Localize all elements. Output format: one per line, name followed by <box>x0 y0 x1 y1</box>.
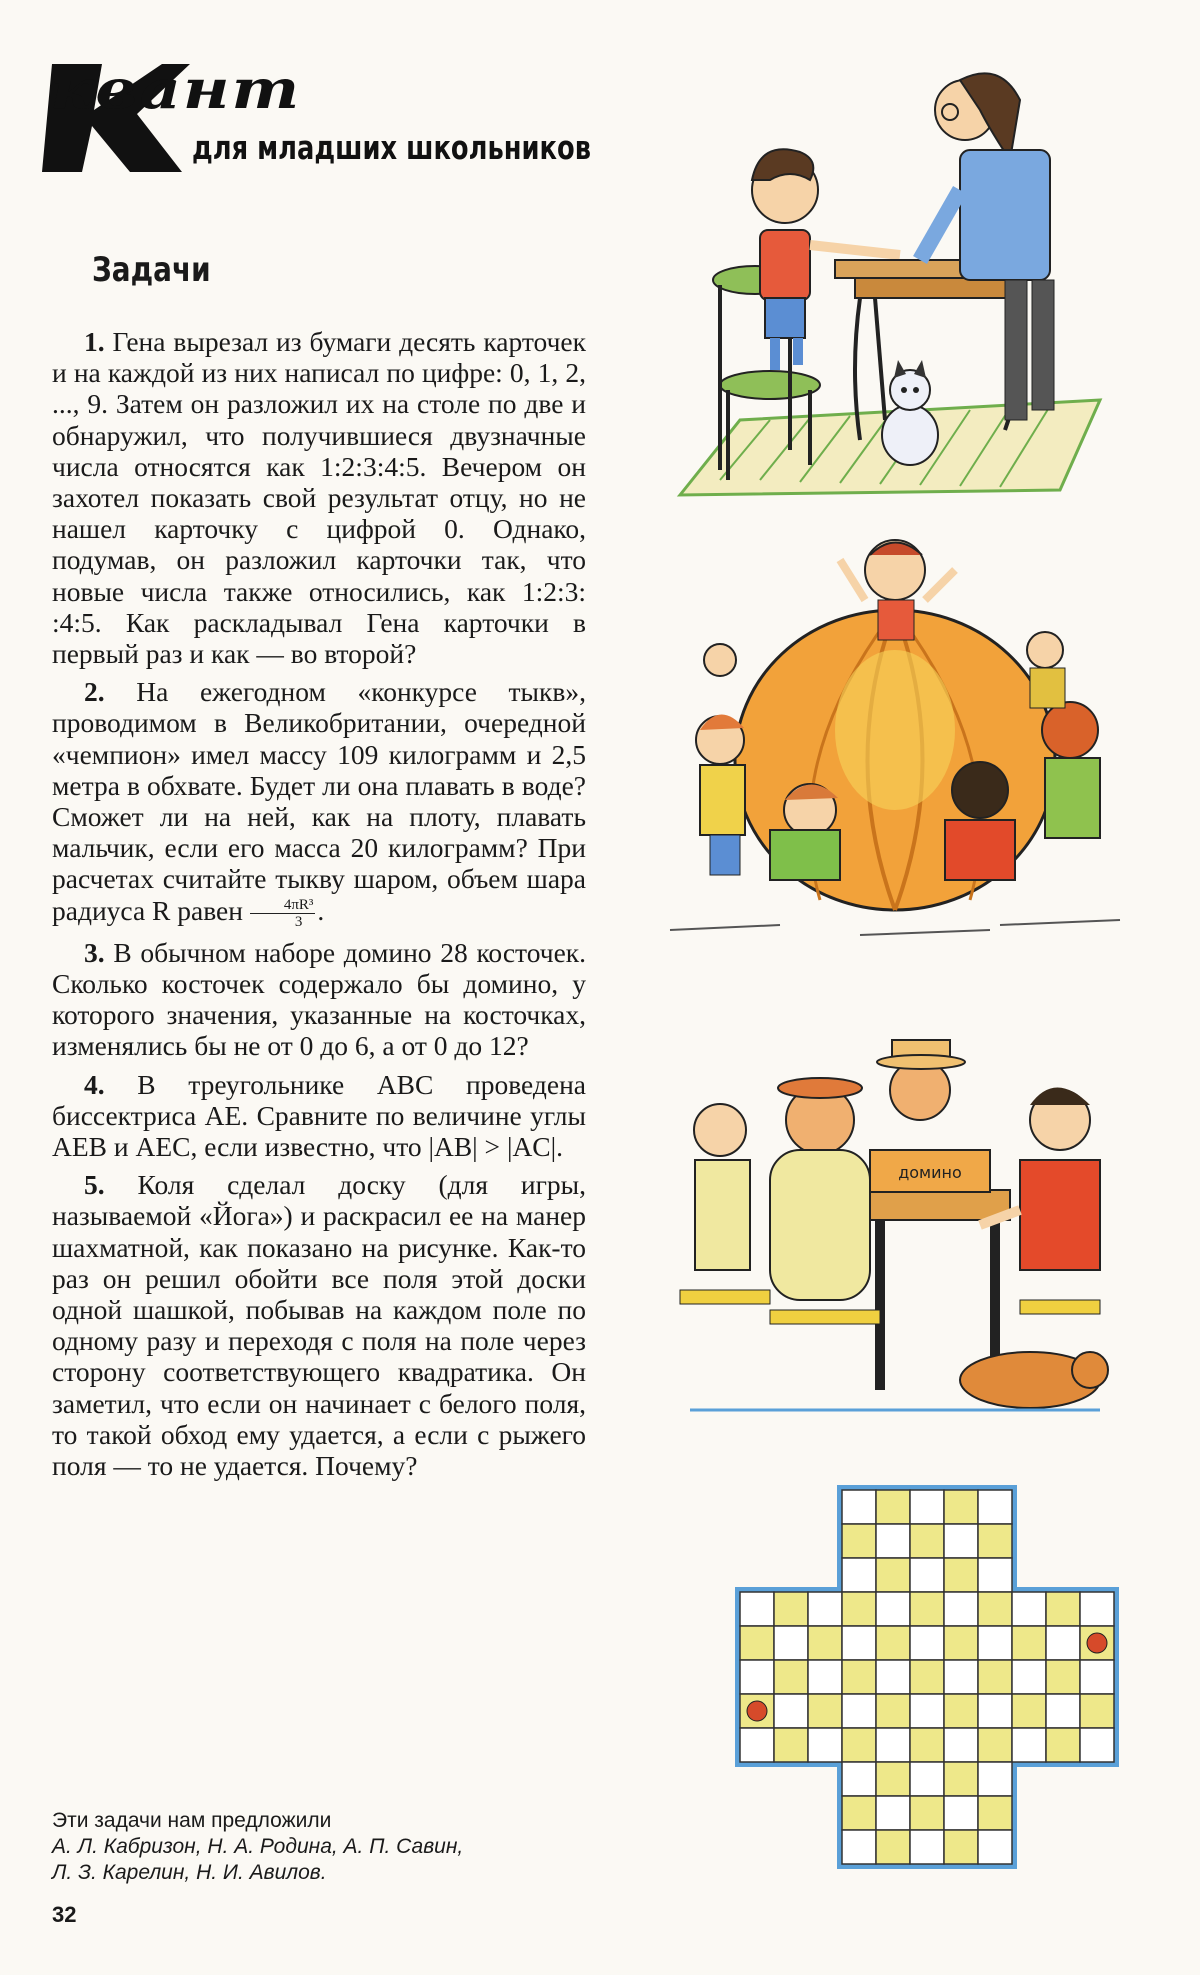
board-cell <box>944 1728 978 1762</box>
board-cell <box>876 1728 910 1762</box>
board-cell <box>876 1694 910 1728</box>
board-cell <box>978 1524 1012 1558</box>
board-cell <box>808 1660 842 1694</box>
board-cell <box>876 1762 910 1796</box>
board-cell <box>876 1558 910 1592</box>
board-cell <box>1012 1694 1046 1728</box>
masthead-logo-word: квант <box>50 57 302 122</box>
board-cell <box>1012 1592 1046 1626</box>
formula-numerator: 4πR³ <box>250 897 316 914</box>
board-cell <box>910 1796 944 1830</box>
board-cell <box>842 1796 876 1830</box>
board-cell <box>842 1558 876 1592</box>
problem-number: 4. <box>84 1068 105 1100</box>
board-cell <box>808 1694 842 1728</box>
problem-5 <box>52 1169 586 1481</box>
problem-number: 2. <box>84 676 105 708</box>
formula-denominator: 3 <box>294 913 303 930</box>
board-cell <box>944 1796 978 1830</box>
problem-1 <box>52 326 586 669</box>
board-cell <box>774 1626 808 1660</box>
masthead-subtitle: для младших школьников <box>192 128 592 167</box>
board-cell <box>876 1830 910 1864</box>
board-cell <box>876 1524 910 1558</box>
illustration-pumpkin-contest <box>660 530 1130 950</box>
board-cell <box>910 1660 944 1694</box>
board-cell <box>1080 1694 1114 1728</box>
board-cell <box>842 1660 876 1694</box>
board-cell <box>808 1728 842 1762</box>
board-cell <box>842 1694 876 1728</box>
board-cell <box>1080 1660 1114 1694</box>
board-cell <box>910 1524 944 1558</box>
board-cell <box>842 1728 876 1762</box>
board-cell <box>978 1728 1012 1762</box>
board-cell <box>1012 1626 1046 1660</box>
problem-number: 5. <box>84 1169 105 1201</box>
board-cell <box>944 1592 978 1626</box>
problem-text: На ежегодном «конкурсе тыкв», проводимом в Великобритании, очередной «чемпион» имел массу 109 килограмм и 2,5 метра в обхвате. Будет ли она плавать в воде? Сможет ли на ней, как на плоту, плавать мальчик, если его масса 20 килограмм? При расчетах считайте тыкву шаром, объем шара радиуса R равен <box>52 676 586 926</box>
board-cell <box>842 1762 876 1796</box>
board-cell <box>740 1626 774 1660</box>
board-cell <box>1046 1694 1080 1728</box>
board-cell <box>740 1592 774 1626</box>
board-cell <box>740 1660 774 1694</box>
board-cell <box>944 1830 978 1864</box>
board-cell <box>910 1490 944 1524</box>
board-cell <box>842 1524 876 1558</box>
board-cell <box>978 1490 1012 1524</box>
board-cell <box>1080 1592 1114 1626</box>
problem-text: Гена вырезал из бумаги десять карточек и на каждой из них написал по цифре: 0, 1, 2, ..., 9. Затем он разложил их на столе по две и обнаружил, что получившиеся двузначные числа относятся как 1:2:3:4:5. Вечером он захотел показать свой результат отцу, но не нашел карточку с цифрой 0. Однако, подумав, он разложил карточки так, что новые числа также относились, как 1:2:3: :4:5. Как раскладывал Гена карточки в первый раз и как — во второй? <box>52 326 586 670</box>
board-cell <box>978 1592 1012 1626</box>
board-cell <box>1012 1728 1046 1762</box>
board-cell <box>944 1762 978 1796</box>
page-number: 32 <box>52 1902 77 1927</box>
board-cell <box>1046 1660 1080 1694</box>
board-cell <box>1046 1592 1080 1626</box>
credits-names-line2: Л. З. Карелин, Н. И. Авилов. <box>52 1861 327 1884</box>
board-cell <box>774 1592 808 1626</box>
board-cell <box>910 1762 944 1796</box>
board-cell <box>910 1558 944 1592</box>
board-cell <box>944 1524 978 1558</box>
yoga-board <box>700 1480 1120 1880</box>
board-cell <box>876 1796 910 1830</box>
board-cell <box>876 1490 910 1524</box>
illustration-yoga-board <box>700 1480 1120 1880</box>
board-cell <box>910 1592 944 1626</box>
credits-intro: Эти задачи нам предложили <box>52 1809 332 1832</box>
credits <box>52 1808 612 1886</box>
board-cell <box>774 1728 808 1762</box>
board-cell <box>978 1558 1012 1592</box>
problem-text: В треугольнике ABC проведена биссектриса AE. Сравните по величине углы AEB и AEC, если известно, что |AB| > |AC|. <box>52 1068 587 1163</box>
formula-tail: . <box>317 894 325 926</box>
board-cell <box>944 1558 978 1592</box>
board-cell <box>842 1490 876 1524</box>
board-cell <box>944 1694 978 1728</box>
problem-3 <box>52 937 586 1062</box>
board-cell <box>1046 1728 1080 1762</box>
board-cell <box>978 1660 1012 1694</box>
board-cell <box>910 1694 944 1728</box>
board-cell <box>876 1592 910 1626</box>
domino-box-label: домино <box>898 1163 962 1182</box>
board-cell <box>1080 1728 1114 1762</box>
problem-text: Коля сделал доску (для игры, называемой «Йога») и раскрасил ее на манер шахматной, как показано на рисунке. Как-то раз он решил обойти все поля этой доски одной шашкой, побывав на каждом поле по одному разу и переходя с поля на поле через сторону соответствующего квадратика. Он заметил, что если он начинает с белого поля, то такой обход ему удается, а если с рыжего поля — то не удается. Почему? <box>52 1169 586 1482</box>
problem-4 <box>52 1069 586 1163</box>
board-cell <box>842 1592 876 1626</box>
board-cell <box>978 1626 1012 1660</box>
board-cell <box>978 1762 1012 1796</box>
board-cell <box>1046 1626 1080 1660</box>
checker-piece <box>747 1701 767 1721</box>
problem-number: 1. <box>84 326 105 357</box>
board-cell <box>978 1830 1012 1864</box>
problem-2 <box>52 676 586 930</box>
board-cell <box>842 1626 876 1660</box>
credits-names-line1: А. Л. Кабризон, Н. А. Родина, А. П. Савин, <box>52 1835 464 1858</box>
board-cell <box>944 1660 978 1694</box>
problems-column <box>52 326 586 1488</box>
board-cell <box>944 1490 978 1524</box>
checker-piece <box>1087 1633 1107 1653</box>
board-cell <box>1012 1660 1046 1694</box>
board-cell <box>740 1728 774 1762</box>
illustration-domino-players <box>660 1010 1120 1420</box>
board-cell <box>876 1626 910 1660</box>
section-title: Задачи <box>92 250 211 290</box>
board-cell <box>910 1728 944 1762</box>
problem-text: В обычном наборе домино 28 косточек. Сколько косточек содержало бы домино, у которого значения, указанные на косточках, изменялись бы не от 0 до 6, а от 0 до 12? <box>52 936 587 1062</box>
board-cell <box>978 1694 1012 1728</box>
board-cell <box>774 1660 808 1694</box>
board-cell <box>774 1694 808 1728</box>
problem-number: 3. <box>84 936 105 968</box>
masthead <box>42 52 622 172</box>
board-cell <box>876 1660 910 1694</box>
board-cell <box>910 1830 944 1864</box>
sphere-volume-formula <box>250 897 316 930</box>
board-cell <box>944 1626 978 1660</box>
board-cell <box>842 1830 876 1864</box>
board-cell <box>978 1796 1012 1830</box>
board-cell <box>910 1626 944 1660</box>
board-cell <box>808 1592 842 1626</box>
board-cell <box>808 1626 842 1660</box>
illustration-boy-and-teacher <box>660 40 1120 500</box>
